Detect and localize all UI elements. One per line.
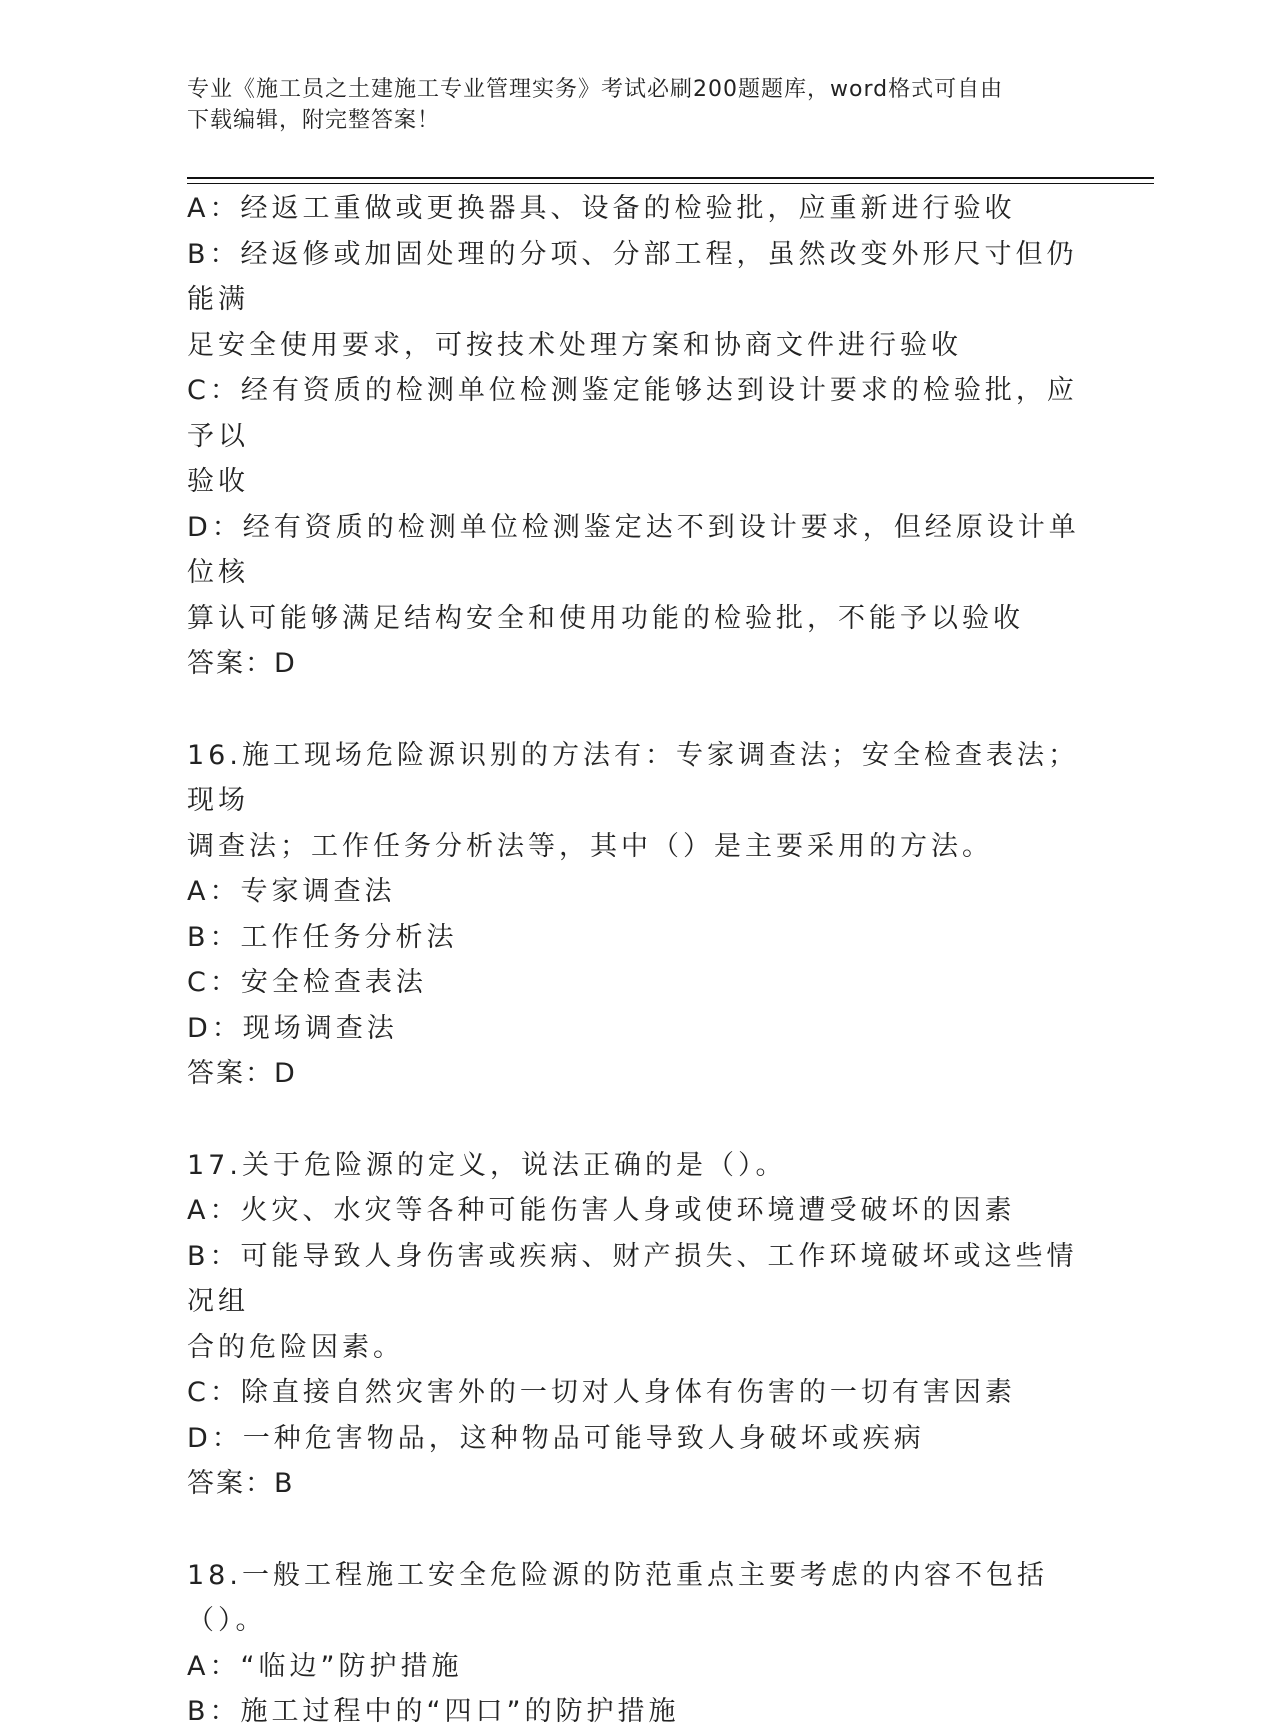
q17-stem: 17.关于危险源的定义，说法正确的是（）。	[187, 1149, 787, 1181]
question-content	[187, 186, 1087, 1735]
q18-option-a: A：“临边”防护措施	[187, 1650, 463, 1682]
q15-option-b-line1: B：经返修或加固处理的分项、分部工程，虽然改变外形尺寸但仍能满	[187, 238, 1078, 315]
q18-stem: 18.一般工程施工安全危险源的防范重点主要考虑的内容不包括（）。	[187, 1559, 1048, 1636]
q15-option-b-line2: 足安全使用要求，可按技术处理方案和协商文件进行验收	[187, 329, 962, 361]
spacer	[187, 1097, 1087, 1143]
q15-option-d-line2: 算认可能够满足结构安全和使用功能的检验批，不能予以验收	[187, 602, 1024, 634]
q17-answer: 答案：B	[187, 1468, 295, 1499]
q15-option-c-line1: C：经有资质的检测单位检测鉴定能够达到设计要求的检验批，应予以	[187, 375, 1078, 452]
q16-stem-line1: 16.施工现场危险源识别的方法有：专家调查法；安全检查表法；现场	[187, 739, 1079, 816]
header-divider-thin	[187, 183, 1154, 184]
q15-answer: 答案：D	[187, 648, 297, 679]
spacer	[187, 687, 1087, 733]
q15-option-d-line1: D：经有资质的检测单位检测鉴定达不到设计要求，但经原设计单位核	[187, 511, 1080, 588]
q16-option-d: D：现场调查法	[187, 1012, 398, 1044]
q18-option-b: B：施工过程中的“四口”的防护措施	[187, 1696, 680, 1727]
q16-option-b: B：工作任务分析法	[187, 921, 458, 953]
q16-option-c: C：安全检查表法	[187, 967, 427, 998]
header-line-2: 下载编辑，附完整答案！	[187, 108, 441, 133]
q17-option-b-line2: 合的危险因素。	[187, 1331, 404, 1363]
q15-option-a: A：经返工重做或更换器具、设备的检验批，应重新进行验收	[187, 193, 1016, 224]
q16-stem-line2: 调查法；工作任务分析法等，其中（）是主要采用的方法。	[187, 830, 993, 862]
q17-option-c: C：除直接自然灾害外的一切对人身体有伤害的一切有害因素	[187, 1377, 1016, 1408]
q17-option-a: A：火灾、水灾等各种可能伤害人身或使环境遭受破坏的因素	[187, 1195, 1016, 1226]
spacer	[187, 1507, 1087, 1553]
q16-option-a: A：专家调查法	[187, 876, 396, 907]
header-line-1: 专业《施工员之土建施工专业管理实务》考试必刷200题题库，word格式可自由	[187, 77, 1004, 102]
document-header	[187, 74, 1077, 136]
header-divider-thick	[187, 177, 1154, 179]
q17-option-d: D：一种危害物品，这种物品可能导致人身破坏或疾病	[187, 1422, 925, 1454]
q16-answer: 答案：D	[187, 1058, 297, 1089]
q17-option-b-line1: B：可能导致人身伤害或疾病、财产损失、工作环境破坏或这些情况组	[187, 1240, 1078, 1317]
q15-option-c-line2: 验收	[187, 466, 249, 497]
